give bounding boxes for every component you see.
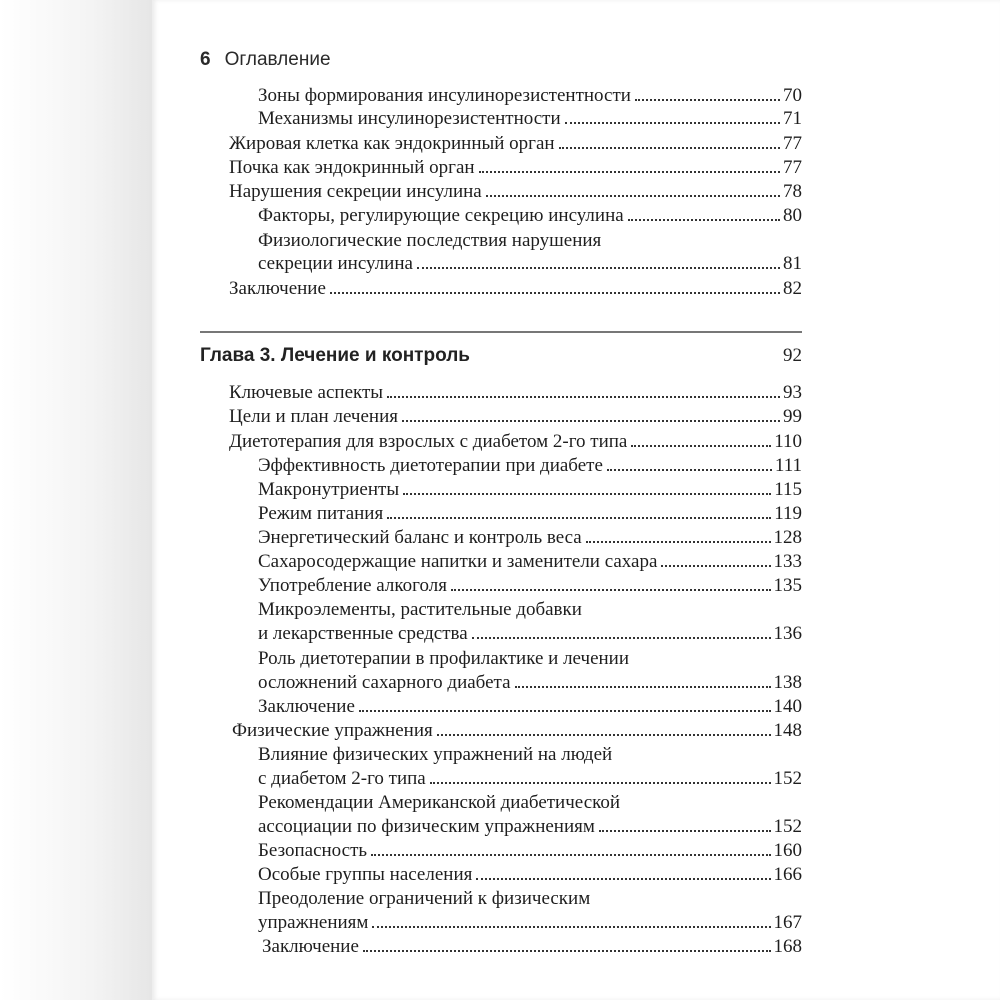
toc-entry-page: 99	[783, 406, 802, 427]
toc-entry[interactable]	[258, 478, 802, 501]
toc-entry-label: Рекомендации Американской диабетической	[258, 792, 621, 813]
toc-entry-page: 133	[773, 551, 802, 572]
toc-entry-label: Факторы, регулирующие секрецию инсулина	[258, 205, 624, 226]
dot-leader	[631, 445, 771, 447]
chapter-heading[interactable]	[200, 345, 802, 371]
dot-leader	[371, 854, 770, 856]
toc-entry[interactable]	[258, 84, 802, 107]
toc-entry-label: Макронутриенты	[258, 479, 400, 500]
toc-entry[interactable]	[258, 815, 802, 838]
toc-entry-page: 152	[773, 768, 802, 789]
dot-leader	[661, 565, 770, 567]
chapter-page: 92	[783, 345, 802, 366]
toc-entry-page: 80	[783, 205, 802, 226]
toc-entry-line[interactable]	[258, 598, 802, 621]
dot-leader	[430, 782, 771, 784]
page-number: 6	[200, 49, 211, 70]
toc-entry-label: Режим питания	[258, 503, 384, 524]
toc-entry-label-cont: осложнений сахарного диабета	[258, 672, 511, 693]
toc-entry-label-cont: секреции инсулина	[258, 253, 413, 274]
toc-entry-label: Сахаросодержащие напитки и заменители сахара	[258, 551, 658, 572]
toc-entry[interactable]	[258, 574, 802, 597]
dot-leader	[486, 195, 780, 197]
dot-leader	[387, 517, 771, 519]
toc-entry-label-cont: и лекарственные средства	[258, 623, 468, 644]
toc-entry-page: 82	[783, 278, 802, 299]
toc-entry-page: 77	[783, 157, 802, 178]
toc-entry-label: Особые группы населения	[258, 864, 473, 885]
toc-entry-label: Заключение	[258, 696, 355, 717]
dot-leader	[476, 878, 770, 880]
toc-entry-page: 119	[774, 503, 802, 524]
dot-leader	[635, 99, 780, 101]
chapter-title: Глава 3. Лечение и контроль	[200, 345, 470, 366]
toc-entry-label: Роль диетотерапии в профилактике и лечении	[258, 648, 630, 669]
toc-entry[interactable]	[262, 935, 802, 958]
toc-entry-label: Почка как эндокринный орган	[229, 157, 475, 178]
toc-entry-page: 166	[773, 864, 802, 885]
toc-entry-line[interactable]	[258, 887, 802, 910]
chapter-divider	[200, 331, 802, 333]
toc-entry[interactable]	[258, 767, 802, 790]
toc-entry-page: 136	[773, 623, 802, 644]
toc-entry[interactable]	[229, 277, 802, 300]
toc-entry[interactable]	[232, 719, 802, 742]
toc-entry-label: Цели и план лечения	[229, 406, 398, 427]
toc-entry-page: 135	[773, 575, 802, 596]
dot-leader	[363, 950, 771, 952]
dot-leader	[387, 396, 780, 398]
toc-entry-page: 168	[773, 936, 802, 957]
toc-entry-page: 148	[773, 720, 802, 741]
toc-entry-label: Употребление алкоголя	[258, 575, 447, 596]
toc-entry-page: 110	[774, 431, 802, 452]
toc-entry[interactable]	[258, 502, 802, 525]
toc-entry[interactable]	[258, 839, 802, 862]
dot-leader	[515, 686, 771, 688]
toc-entry-page: 81	[783, 253, 802, 274]
toc-entry[interactable]	[258, 695, 802, 718]
toc-entry-page: 160	[773, 840, 802, 861]
dot-leader	[402, 420, 780, 422]
toc-entry-page: 77	[783, 133, 802, 154]
toc-entry[interactable]	[258, 911, 802, 934]
dot-leader	[359, 710, 771, 712]
dot-leader	[479, 171, 780, 173]
toc-entry-page: 128	[773, 527, 802, 548]
toc-entry[interactable]	[258, 863, 802, 886]
toc-entry-label-cont: упражнениям	[258, 912, 369, 933]
toc-entry[interactable]	[229, 381, 802, 404]
toc-entry-label: Преодоление ограничений к физическим	[258, 888, 591, 909]
toc-entry[interactable]	[258, 526, 802, 549]
toc-entry-label: Ключевые аспекты	[229, 382, 384, 403]
toc-entry-label-cont: с диабетом 2-го типа	[258, 768, 426, 789]
dot-leader	[372, 926, 770, 928]
dot-leader	[565, 122, 780, 124]
toc-entry-page: 78	[783, 181, 802, 202]
toc-entry[interactable]	[229, 430, 802, 453]
toc-entry[interactable]	[229, 180, 802, 203]
dot-leader	[330, 292, 780, 294]
toc-entry-label: Влияние физических упражнений на людей	[258, 744, 613, 765]
toc-entry-line[interactable]	[258, 229, 802, 252]
toc-entry-line[interactable]	[258, 743, 802, 766]
toc-entry-label: Зоны формирования инсулинорезистентности	[258, 85, 631, 106]
toc-entry[interactable]	[229, 132, 802, 155]
toc-entry-page: 71	[783, 108, 802, 129]
toc-entry-page: 70	[783, 85, 802, 106]
dot-leader	[607, 469, 772, 471]
toc-entry[interactable]	[258, 204, 802, 227]
toc-entry-page: 115	[774, 479, 802, 500]
toc-entry-label: Диетотерапия для взрослых с диабетом 2-го типа	[229, 431, 628, 452]
toc-entry-page: 152	[773, 816, 802, 837]
toc-entry-label: Жировая клетка как эндокринный орган	[229, 133, 555, 154]
toc-entry-label-cont: ассоциации по физическим упражнениям	[258, 816, 595, 837]
toc-entry[interactable]	[258, 550, 802, 573]
toc-entry-label: Физические упражнения	[232, 720, 433, 741]
toc-entry[interactable]	[258, 622, 802, 645]
toc-entry-page: 111	[774, 455, 802, 476]
toc-entry-page: 167	[773, 912, 802, 933]
toc-entry[interactable]	[258, 671, 802, 694]
toc-entry-label: Механизмы инсулинорезистентности	[258, 108, 561, 129]
dot-leader	[472, 637, 771, 639]
toc-entry[interactable]	[229, 156, 802, 179]
dot-leader	[403, 493, 771, 495]
toc-entry-page: 93	[783, 382, 802, 403]
toc-entry-label: Заключение	[262, 936, 359, 957]
toc-entry-label: Заключение	[229, 278, 326, 299]
toc-entry-label: Энергетический баланс и контроль веса	[258, 527, 582, 548]
dot-leader	[559, 147, 780, 149]
toc-entry[interactable]	[229, 405, 802, 428]
dot-leader	[417, 267, 780, 269]
dot-leader	[437, 734, 771, 736]
toc-entry[interactable]	[258, 252, 802, 275]
toc-entry-label: Эффективность диетотерапии при диабете	[258, 455, 603, 476]
toc-entry-label: Физиологические последствия нарушения	[258, 230, 602, 251]
toc-entry-label: Безопасность	[258, 840, 368, 861]
toc-entry-line[interactable]	[258, 647, 802, 670]
toc-entry[interactable]	[258, 454, 802, 477]
running-head-title: Оглавление	[224, 49, 331, 70]
toc-entry-label: Микроэлементы, растительные добавки	[258, 599, 582, 620]
toc-entry-label: Нарушения секреции инсулина	[229, 181, 482, 202]
dot-leader	[451, 589, 771, 591]
dot-leader	[599, 830, 771, 832]
toc-entry[interactable]	[258, 107, 802, 130]
toc-entry-page: 138	[773, 672, 802, 693]
toc-entry-line[interactable]	[258, 791, 802, 814]
dot-leader	[628, 219, 780, 221]
dot-leader	[586, 541, 771, 543]
toc-entry-page: 140	[773, 696, 802, 717]
